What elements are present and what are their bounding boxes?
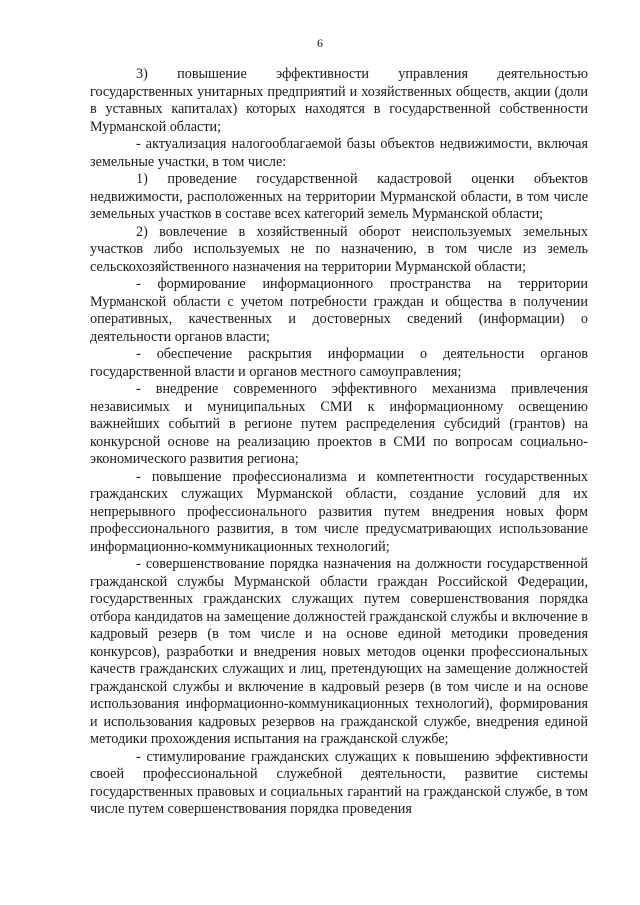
paragraph: 1) проведение государственной кадастровой оценки объектов недвижимости, расположенных на территории Мурманской области, в том числе земельных участков в составе всех категорий земель Мурманской области;	[90, 171, 588, 222]
paragraph: - стимулирование гражданских служащих к повышению эффективности своей профессиональной служебной деятельности, развитие системы государственных правовых и социальных гарантий на гражданской службе, в том числе путем совершенствования порядка проведения	[90, 748, 588, 817]
paragraph: 3) повышение эффективности управления деятельностью государственных унитарных предприятий и хозяйственных обществ, акции (доли в уставных капиталах) которых находятся в государственной собственности Мурманской области;	[90, 66, 588, 135]
paragraph: - совершенствование порядка назначения на должности государственной гражданской службы Мурманской области граждан Российской Федерации, государственных гражданских служащих путем совершенствования порядка отбора кандидатов на замещение должностей гражданской службы и включение в кадровый резерв (в том числе и на основе единой методики проведения конкурсов), разработки и внедрения новых методов оценки профессиональных качеств гражданских служащих и лиц, претендующих на замещение должностей гражданской службы и включение в кадровый резерв (в том числе и на основе использования информационно-коммуникационных технологий), формирования и использования кадровых резервов на гражданской службе, внедрения единой методики прохождения испытания на гражданской службе;	[90, 556, 588, 747]
paragraph: - обеспечение раскрытия информации о деятельности органов государственной власти и органов местного самоуправления;	[90, 346, 588, 380]
paragraph: - актуализация налогооблагаемой базы объектов недвижимости, включая земельные участки, в том числе:	[90, 136, 588, 170]
page-number: 6	[317, 36, 323, 50]
paragraph: - повышение профессионализма и компетентности государственных гражданских служащих Мурманской области, создание условий для их непрерывного профессионального развития путем внедрения новых форм профессионального развития, в том числе предусматривающих использование информационно-коммуникационных технологий;	[90, 468, 588, 555]
document-body	[90, 66, 588, 819]
paragraph: - формирование информационного пространства на территории Мурманской области с учетом потребности граждан и общества в получении оперативных, качественных и достоверных сведений (информации) о деятельности органов власти;	[90, 276, 588, 345]
paragraph: - внедрение современного эффективного механизма привлечения независимых и муниципальных СМИ к информационному освещению важнейших событий в регионе путем распределения субсидий (грантов) на конкурсной основе на реализацию проектов в СМИ по вопросам социально-экономического развития региона;	[90, 381, 588, 467]
paragraph: 2) вовлечение в хозяйственный оборот неиспользуемых земельных участков либо используемых не по назначению, в том числе из земель сельскохозяйственного назначения на территории Мурманской области;	[90, 223, 588, 275]
